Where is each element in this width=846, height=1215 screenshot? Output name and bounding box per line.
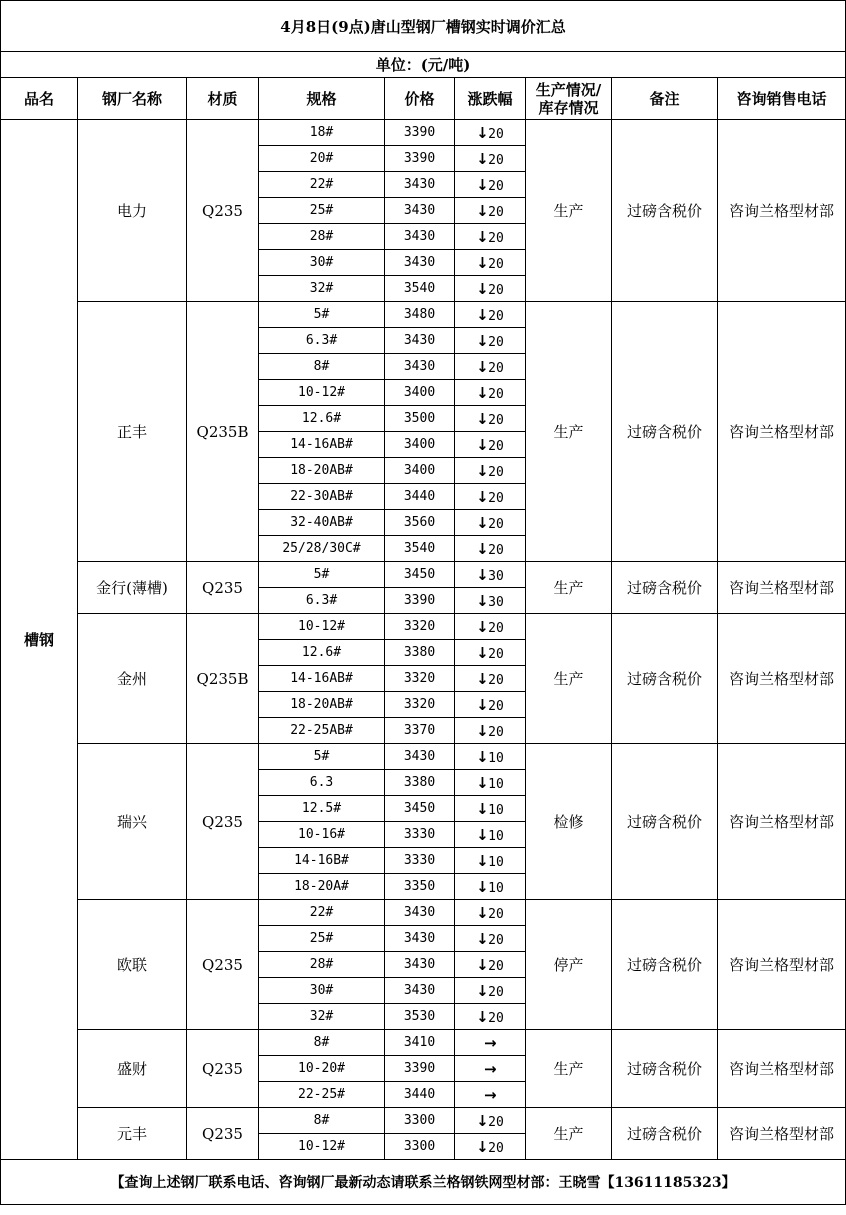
arrow-down-icon: ↓ (476, 825, 489, 844)
spec: 18-20AB# (259, 458, 385, 484)
spec: 12.5# (259, 796, 385, 822)
header-status-line1: 生产情况/ (535, 80, 602, 99)
spec: 32-40AB# (259, 510, 385, 536)
arrow-down-icon: ↓ (476, 1007, 489, 1026)
spec: 22# (259, 900, 385, 926)
table-row (1, 302, 846, 328)
arrow-down-icon: ↓ (476, 279, 489, 298)
price: 3320 (385, 614, 455, 640)
production-status: 生产 (526, 562, 612, 614)
price: 3430 (385, 978, 455, 1004)
arrow-down-icon: ↓ (476, 903, 489, 922)
spec: 25# (259, 198, 385, 224)
change-value: 30 (488, 568, 504, 584)
spec: 22# (259, 172, 385, 198)
material: Q235 (187, 562, 259, 614)
spec: 6.3# (259, 328, 385, 354)
price-change (455, 1082, 526, 1108)
remark: 过磅含税价 (612, 120, 718, 302)
arrow-down-icon: ↓ (476, 643, 489, 662)
change-value: 20 (488, 360, 504, 376)
material: Q235 (187, 120, 259, 302)
spec: 5# (259, 302, 385, 328)
sales-contact: 咨询兰格型材部 (718, 562, 846, 614)
footer-contact-note: 【查询上述钢厂联系电话、咨询钢厂最新动态请联系兰格钢铁网型材部：王晓雪【13611185323】 (1, 1160, 846, 1205)
arrow-down-icon: ↓ (476, 799, 489, 818)
arrow-down-icon: ↓ (476, 253, 489, 272)
price-change (455, 198, 526, 224)
price: 3560 (385, 510, 455, 536)
arrow-down-icon: ↓ (476, 409, 489, 428)
price-change (455, 510, 526, 536)
change-value: 20 (488, 1140, 504, 1156)
price: 3350 (385, 874, 455, 900)
change-value: 10 (488, 750, 504, 766)
change-value: 20 (488, 672, 504, 688)
price: 3320 (385, 692, 455, 718)
remark: 过磅含税价 (612, 562, 718, 614)
price-change (455, 146, 526, 172)
arrow-down-icon: ↓ (476, 773, 489, 792)
price-change (455, 1134, 526, 1160)
production-status: 生产 (526, 614, 612, 744)
spec: 30# (259, 978, 385, 1004)
table-row (1, 1030, 846, 1056)
arrow-down-icon: ↓ (476, 383, 489, 402)
price-change (455, 432, 526, 458)
arrow-down-icon: ↓ (476, 721, 489, 740)
arrow-down-icon: ↓ (476, 201, 489, 220)
arrow-down-icon: ↓ (476, 123, 489, 142)
change-value: 20 (488, 464, 504, 480)
change-value: 20 (488, 724, 504, 740)
spec: 12.6# (259, 640, 385, 666)
spec: 10-12# (259, 614, 385, 640)
mill-name: 正丰 (78, 302, 187, 562)
sales-contact: 咨询兰格型材部 (718, 302, 846, 562)
price-change (455, 770, 526, 796)
spec: 18# (259, 120, 385, 146)
header-material: 材质 (187, 78, 259, 120)
spec: 22-25AB# (259, 718, 385, 744)
price: 3430 (385, 172, 455, 198)
price: 3390 (385, 146, 455, 172)
table-row (1, 1108, 846, 1134)
price: 3430 (385, 328, 455, 354)
arrow-down-icon: ↓ (476, 1111, 489, 1130)
price-change (455, 1030, 526, 1056)
spec: 10-16# (259, 822, 385, 848)
spec: 14-16AB# (259, 666, 385, 692)
arrow-down-icon: ↓ (476, 565, 489, 584)
spec: 20# (259, 146, 385, 172)
production-status: 检修 (526, 744, 612, 900)
price: 3440 (385, 1082, 455, 1108)
price: 3390 (385, 120, 455, 146)
spec: 8# (259, 354, 385, 380)
arrow-down-icon: ↓ (476, 877, 489, 896)
price: 3480 (385, 302, 455, 328)
arrow-down-icon: ↓ (476, 513, 489, 532)
mill-name: 盛财 (78, 1030, 187, 1108)
material: Q235B (187, 614, 259, 744)
production-status: 生产 (526, 1030, 612, 1108)
change-value: 20 (488, 282, 504, 298)
price-change (455, 172, 526, 198)
change-value: 20 (488, 542, 504, 558)
price-change (455, 1056, 526, 1082)
price-change (455, 666, 526, 692)
production-status: 生产 (526, 302, 612, 562)
spec: 10-20# (259, 1056, 385, 1082)
arrow-down-icon: ↓ (476, 929, 489, 948)
production-status: 生产 (526, 1108, 612, 1160)
price: 3390 (385, 588, 455, 614)
change-value: 20 (488, 490, 504, 506)
arrow-down-icon: ↓ (476, 331, 489, 350)
remark: 过磅含税价 (612, 614, 718, 744)
change-value: 20 (488, 1114, 504, 1130)
change-value: 20 (488, 958, 504, 974)
price: 3400 (385, 432, 455, 458)
price-change (455, 718, 526, 744)
price-change (455, 1004, 526, 1030)
change-value: 20 (488, 906, 504, 922)
arrow-down-icon: ↓ (476, 669, 489, 688)
price: 3430 (385, 926, 455, 952)
change-value: 20 (488, 984, 504, 1000)
sales-contact: 咨询兰格型材部 (718, 1108, 846, 1160)
arrow-down-icon: ↓ (476, 227, 489, 246)
sales-contact: 咨询兰格型材部 (718, 900, 846, 1030)
price: 3330 (385, 822, 455, 848)
price-change (455, 276, 526, 302)
remark: 过磅含税价 (612, 1108, 718, 1160)
sales-contact: 咨询兰格型材部 (718, 744, 846, 900)
change-value: 20 (488, 516, 504, 532)
arrow-down-icon: ↓ (476, 617, 489, 636)
sales-contact: 咨询兰格型材部 (718, 614, 846, 744)
table-row (1, 614, 846, 640)
table-row (1, 900, 846, 926)
change-value: 20 (488, 178, 504, 194)
price-change (455, 822, 526, 848)
mill-name: 金行(薄槽) (78, 562, 187, 614)
price-change (455, 458, 526, 484)
price-change (455, 536, 526, 562)
mill-name: 欧联 (78, 900, 187, 1030)
header-product: 品名 (1, 78, 78, 120)
mill-name: 金州 (78, 614, 187, 744)
price-change (455, 692, 526, 718)
arrow-down-icon: ↓ (476, 461, 489, 480)
arrow-right-icon: → (484, 1059, 497, 1078)
spec: 14-16AB# (259, 432, 385, 458)
price: 3430 (385, 250, 455, 276)
change-value: 20 (488, 1010, 504, 1026)
arrow-right-icon: → (484, 1085, 497, 1104)
arrow-down-icon: ↓ (476, 149, 489, 168)
spec: 25/28/30C# (259, 536, 385, 562)
price-change (455, 354, 526, 380)
price-change (455, 328, 526, 354)
price: 3390 (385, 1056, 455, 1082)
spec: 12.6# (259, 406, 385, 432)
change-value: 20 (488, 204, 504, 220)
price-change (455, 484, 526, 510)
price-change (455, 900, 526, 926)
spec: 10-12# (259, 380, 385, 406)
material: Q235 (187, 744, 259, 900)
spec: 32# (259, 1004, 385, 1030)
change-value: 30 (488, 594, 504, 610)
material: Q235 (187, 1030, 259, 1108)
price-change (455, 978, 526, 1004)
mill-name: 元丰 (78, 1108, 187, 1160)
price-change (455, 380, 526, 406)
header-change: 涨跌幅 (455, 78, 526, 120)
spec: 30# (259, 250, 385, 276)
arrow-down-icon: ↓ (476, 357, 489, 376)
table-row (1, 120, 846, 146)
table-title: 4月8日(9点)唐山型钢厂槽钢实时调价汇总 (1, 1, 846, 52)
change-value: 20 (488, 412, 504, 428)
change-value: 10 (488, 854, 504, 870)
price: 3440 (385, 484, 455, 510)
price-change (455, 874, 526, 900)
spec: 8# (259, 1030, 385, 1056)
price: 3370 (385, 718, 455, 744)
material: Q235 (187, 900, 259, 1030)
spec: 28# (259, 224, 385, 250)
price: 3300 (385, 1108, 455, 1134)
price-change (455, 224, 526, 250)
price: 3450 (385, 796, 455, 822)
arrow-down-icon: ↓ (476, 851, 489, 870)
change-value: 20 (488, 126, 504, 142)
price: 3500 (385, 406, 455, 432)
price-change (455, 926, 526, 952)
price: 3380 (385, 770, 455, 796)
change-value: 20 (488, 308, 504, 324)
price-change (455, 796, 526, 822)
spec: 5# (259, 562, 385, 588)
table-row (1, 744, 846, 770)
change-value: 20 (488, 334, 504, 350)
price: 3530 (385, 1004, 455, 1030)
price-change (455, 744, 526, 770)
price-change (455, 120, 526, 146)
price: 3430 (385, 224, 455, 250)
price: 3540 (385, 276, 455, 302)
arrow-down-icon: ↓ (476, 591, 489, 610)
change-value: 20 (488, 932, 504, 948)
arrow-down-icon: ↓ (476, 305, 489, 324)
price-change (455, 588, 526, 614)
remark: 过磅含税价 (612, 744, 718, 900)
remark: 过磅含税价 (612, 900, 718, 1030)
price-change (455, 250, 526, 276)
price-change (455, 1108, 526, 1134)
material: Q235 (187, 1108, 259, 1160)
header-row (1, 78, 846, 120)
arrow-down-icon: ↓ (476, 539, 489, 558)
header-price: 价格 (385, 78, 455, 120)
material: Q235B (187, 302, 259, 562)
change-value: 10 (488, 776, 504, 792)
header-remark: 备注 (612, 78, 718, 120)
price: 3540 (385, 536, 455, 562)
change-value: 20 (488, 230, 504, 246)
change-value: 10 (488, 802, 504, 818)
spec: 22-25# (259, 1082, 385, 1108)
price: 3400 (385, 380, 455, 406)
spec: 8# (259, 1108, 385, 1134)
production-status: 生产 (526, 120, 612, 302)
arrow-down-icon: ↓ (476, 175, 489, 194)
change-value: 10 (488, 880, 504, 896)
price: 3300 (385, 1134, 455, 1160)
header-status (526, 78, 612, 120)
header-spec: 规格 (259, 78, 385, 120)
spec: 6.3# (259, 588, 385, 614)
arrow-down-icon: ↓ (476, 955, 489, 974)
spec: 5# (259, 744, 385, 770)
arrow-down-icon: ↓ (476, 695, 489, 714)
price: 3430 (385, 744, 455, 770)
change-value: 20 (488, 438, 504, 454)
header-status-line2: 库存情况 (538, 98, 599, 117)
change-value: 20 (488, 386, 504, 402)
arrow-right-icon: → (484, 1033, 497, 1052)
change-value: 20 (488, 256, 504, 272)
arrow-down-icon: ↓ (476, 435, 489, 454)
spec: 22-30AB# (259, 484, 385, 510)
price-change (455, 848, 526, 874)
mill-name: 电力 (78, 120, 187, 302)
price-change (455, 614, 526, 640)
arrow-down-icon: ↓ (476, 487, 489, 506)
price: 3450 (385, 562, 455, 588)
price: 3430 (385, 952, 455, 978)
spec: 28# (259, 952, 385, 978)
price: 3320 (385, 666, 455, 692)
production-status: 停产 (526, 900, 612, 1030)
remark: 过磅含税价 (612, 1030, 718, 1108)
price: 3400 (385, 458, 455, 484)
change-value: 20 (488, 646, 504, 662)
price: 3330 (385, 848, 455, 874)
arrow-down-icon: ↓ (476, 981, 489, 1000)
spec: 18-20AB# (259, 692, 385, 718)
spec: 25# (259, 926, 385, 952)
price-change (455, 640, 526, 666)
change-value: 20 (488, 620, 504, 636)
sales-contact: 咨询兰格型材部 (718, 1030, 846, 1108)
arrow-down-icon: ↓ (476, 747, 489, 766)
spec: 10-12# (259, 1134, 385, 1160)
spec: 18-20A# (259, 874, 385, 900)
price-change (455, 952, 526, 978)
price-change (455, 562, 526, 588)
spec: 32# (259, 276, 385, 302)
price: 3430 (385, 198, 455, 224)
price: 3380 (385, 640, 455, 666)
arrow-down-icon: ↓ (476, 1137, 489, 1156)
header-mill: 钢厂名称 (78, 78, 187, 120)
header-phone: 咨询销售电话 (718, 78, 846, 120)
mill-name: 瑞兴 (78, 744, 187, 900)
change-value: 20 (488, 698, 504, 714)
price: 3430 (385, 354, 455, 380)
sales-contact: 咨询兰格型材部 (718, 120, 846, 302)
price: 3410 (385, 1030, 455, 1056)
table-row (1, 562, 846, 588)
price-change (455, 302, 526, 328)
product-name: 槽钢 (1, 120, 78, 1160)
price-change (455, 406, 526, 432)
unit-label: 单位：(元/吨) (1, 52, 846, 78)
change-value: 10 (488, 828, 504, 844)
spec: 6.3 (259, 770, 385, 796)
price: 3430 (385, 900, 455, 926)
change-value: 20 (488, 152, 504, 168)
remark: 过磅含税价 (612, 302, 718, 562)
spec: 14-16B# (259, 848, 385, 874)
